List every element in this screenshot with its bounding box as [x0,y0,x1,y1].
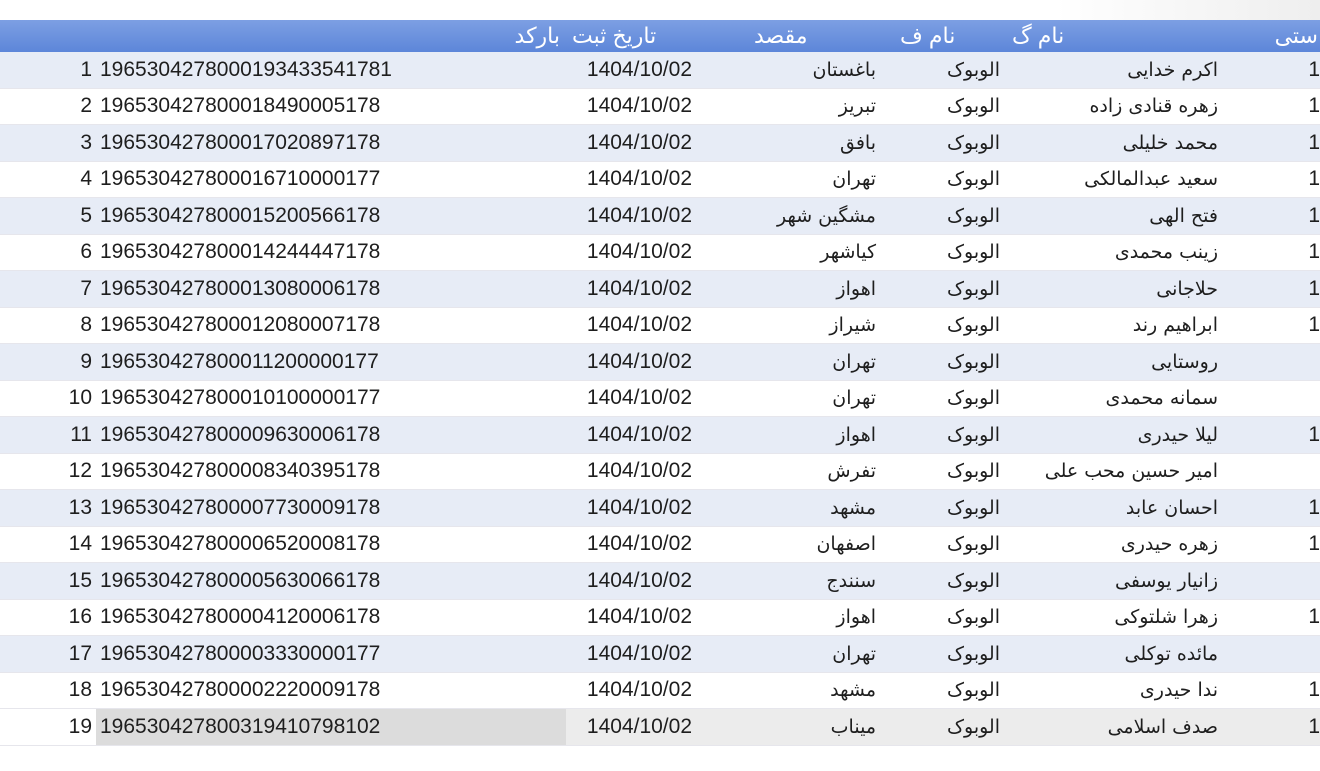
barcode-cell[interactable]: 196530427800319410798102 [96,709,566,746]
destination-cell[interactable]: اصفهان [748,526,894,563]
table-row[interactable] [0,563,1320,600]
name-cell[interactable]: زانیار یوسفی [1006,563,1256,600]
name-cell[interactable]: زهره قنادی زاده [1006,88,1256,125]
table-row[interactable] [0,198,1320,235]
barcode-cell[interactable]: 196530427800016710000177 [96,161,566,198]
header-barcode[interactable]: بارکد [96,20,566,52]
row-number-cell[interactable]: 2 [0,88,96,125]
table-row[interactable] [0,234,1320,271]
name-cell[interactable]: سمانه محمدی [1006,380,1256,417]
table-row[interactable] [0,344,1320,381]
table-row[interactable] [0,307,1320,344]
barcode-cell[interactable]: 196530427800011200000177 [96,344,566,381]
barcode-cell[interactable]: 196530427800015200566178 [96,198,566,235]
barcode-cell[interactable]: 196530427800005630066178 [96,563,566,600]
post-cell[interactable]: 1 [1256,234,1320,271]
destination-cell[interactable]: اهواز [748,271,894,308]
table-row[interactable] [0,271,1320,308]
row-number-cell[interactable]: 11 [0,417,96,454]
date-cell[interactable]: 1404/10/02 [566,125,748,162]
row-number-cell[interactable]: 13 [0,490,96,527]
family-cell[interactable]: الوبوک [894,417,1006,454]
date-cell[interactable]: 1404/10/02 [566,234,748,271]
row-number-cell[interactable]: 1 [0,52,96,88]
barcode-cell[interactable]: 196530427800010100000177 [96,380,566,417]
destination-cell[interactable]: سنندج [748,563,894,600]
header-post[interactable]: ستی [1256,20,1320,52]
table-body [0,52,1320,745]
barcode-cell[interactable]: 196530427800002220009178 [96,672,566,709]
post-cell[interactable]: 1 [1256,709,1320,746]
family-cell[interactable]: الوبوک [894,599,1006,636]
row-number-cell[interactable]: 9 [0,344,96,381]
post-cell[interactable] [1256,563,1320,600]
date-cell[interactable]: 1404/10/02 [566,198,748,235]
family-cell[interactable]: الوبوک [894,672,1006,709]
family-cell[interactable]: الوبوک [894,563,1006,600]
family-cell[interactable]: الوبوک [894,526,1006,563]
name-cell[interactable]: زهره حیدری [1006,526,1256,563]
destination-cell[interactable]: تبریز [748,88,894,125]
date-cell[interactable]: 1404/10/02 [566,672,748,709]
barcode-cell[interactable]: 196530427800008340395178 [96,453,566,490]
date-cell[interactable]: 1404/10/02 [566,52,748,88]
header-row [0,20,1320,52]
family-cell[interactable]: الوبوک [894,161,1006,198]
header-destination[interactable]: مقصد [748,20,894,52]
date-cell[interactable]: 1404/10/02 [566,490,748,527]
destination-cell[interactable]: اهواز [748,417,894,454]
barcode-cell[interactable]: 196530427800018490005178 [96,88,566,125]
row-number-cell[interactable]: 7 [0,271,96,308]
row-number-cell[interactable]: 18 [0,672,96,709]
table-row[interactable] [0,636,1320,673]
post-cell[interactable]: 1 [1256,52,1320,88]
post-cell[interactable] [1256,344,1320,381]
top-margin [0,0,1320,20]
row-number-cell[interactable]: 4 [0,161,96,198]
name-cell[interactable]: حلاجانی [1006,271,1256,308]
date-cell[interactable]: 1404/10/02 [566,88,748,125]
name-cell[interactable]: اکرم خدایی [1006,52,1256,88]
name-cell[interactable]: فتح الهی [1006,198,1256,235]
row-number-cell[interactable]: 15 [0,563,96,600]
name-cell[interactable]: زینب محمدی [1006,234,1256,271]
barcode-cell[interactable]: 196530427800012080007178 [96,307,566,344]
barcode-cell[interactable]: 1965304278000193433541781 [96,52,566,88]
name-cell[interactable]: احسان عابد [1006,490,1256,527]
name-cell[interactable]: زهرا شلتوکی [1006,599,1256,636]
barcode-cell[interactable]: 196530427800003330000177 [96,636,566,673]
family-cell[interactable]: الوبوک [894,709,1006,746]
table-row[interactable] [0,125,1320,162]
name-cell[interactable]: صدف اسلامی [1006,709,1256,746]
post-cell[interactable]: 1 [1256,599,1320,636]
row-number-cell[interactable]: 5 [0,198,96,235]
date-cell[interactable]: 1404/10/02 [566,563,748,600]
table-row[interactable] [0,417,1320,454]
barcode-cell[interactable]: 196530427800004120006178 [96,599,566,636]
name-cell[interactable]: روستایی [1006,344,1256,381]
name-cell[interactable]: محمد خلیلی [1006,125,1256,162]
destination-cell[interactable]: باغستان [748,52,894,88]
table-row[interactable] [0,490,1320,527]
name-cell[interactable]: لیلا حیدری [1006,417,1256,454]
table-row[interactable] [0,709,1320,746]
destination-cell[interactable]: اهواز [748,599,894,636]
name-cell[interactable]: ابراهیم رند [1006,307,1256,344]
date-cell[interactable]: 1404/10/02 [566,271,748,308]
header-name[interactable]: نام گ [1006,20,1256,52]
post-cell[interactable]: 1 [1256,417,1320,454]
destination-cell[interactable]: شیراز [748,307,894,344]
family-cell[interactable]: الوبوک [894,344,1006,381]
shipment-table [0,20,1320,746]
family-cell[interactable]: الوبوک [894,490,1006,527]
destination-cell[interactable]: مشهد [748,672,894,709]
family-cell[interactable]: الوبوک [894,307,1006,344]
date-cell[interactable]: 1404/10/02 [566,526,748,563]
row-number-cell[interactable]: 16 [0,599,96,636]
row-number-cell[interactable]: 10 [0,380,96,417]
date-cell[interactable]: 1404/10/02 [566,636,748,673]
destination-cell[interactable]: بافق [748,125,894,162]
name-cell[interactable]: مائده توکلی [1006,636,1256,673]
post-cell[interactable]: 1 [1256,161,1320,198]
date-cell[interactable]: 1404/10/02 [566,599,748,636]
post-cell[interactable]: 1 [1256,307,1320,344]
barcode-cell[interactable]: 196530427800009630006178 [96,417,566,454]
table-row[interactable] [0,599,1320,636]
family-cell[interactable]: الوبوک [894,271,1006,308]
destination-cell[interactable]: مشهد [748,490,894,527]
destination-cell[interactable]: تفرش [748,453,894,490]
destination-cell[interactable]: تهران [748,161,894,198]
barcode-cell[interactable]: 196530427800006520008178 [96,526,566,563]
date-cell[interactable]: 1404/10/02 [566,344,748,381]
destination-cell[interactable]: تهران [748,380,894,417]
table-row[interactable] [0,453,1320,490]
date-cell[interactable]: 1404/10/02 [566,709,748,746]
post-cell[interactable]: 1 [1256,672,1320,709]
date-cell[interactable]: 1404/10/02 [566,417,748,454]
name-cell[interactable]: امیر حسین محب علی [1006,453,1256,490]
family-cell[interactable]: الوبوک [894,380,1006,417]
family-cell[interactable]: الوبوک [894,125,1006,162]
post-cell[interactable]: 1 [1256,125,1320,162]
name-cell[interactable]: سعید عبدالمالکی [1006,161,1256,198]
row-number-cell[interactable]: 6 [0,234,96,271]
barcode-cell[interactable]: 196530427800013080006178 [96,271,566,308]
date-cell[interactable]: 1404/10/02 [566,453,748,490]
table-row[interactable] [0,380,1320,417]
header-row-number[interactable] [0,20,96,52]
table-row[interactable] [0,52,1320,88]
date-cell[interactable]: 1404/10/02 [566,307,748,344]
destination-cell[interactable]: مشگین شهر [748,198,894,235]
destination-cell[interactable]: میناب [748,709,894,746]
table-row[interactable] [0,526,1320,563]
post-cell[interactable]: 1 [1256,88,1320,125]
post-cell[interactable] [1256,380,1320,417]
post-cell[interactable]: 1 [1256,490,1320,527]
post-cell[interactable] [1256,636,1320,673]
row-number-cell[interactable]: 8 [0,307,96,344]
post-cell[interactable] [1256,453,1320,490]
family-cell[interactable]: الوبوک [894,198,1006,235]
destination-cell[interactable]: تهران [748,636,894,673]
row-number-cell[interactable]: 17 [0,636,96,673]
family-cell[interactable]: الوبوک [894,234,1006,271]
family-cell[interactable]: الوبوک [894,453,1006,490]
row-number-cell[interactable]: 14 [0,526,96,563]
header-family[interactable]: نام ف [894,20,1006,52]
date-cell[interactable]: 1404/10/02 [566,380,748,417]
family-cell[interactable]: الوبوک [894,52,1006,88]
row-number-cell[interactable]: 12 [0,453,96,490]
table-row[interactable] [0,672,1320,709]
destination-cell[interactable]: کیاشهر [748,234,894,271]
row-number-cell[interactable]: 19 [0,709,96,746]
barcode-cell[interactable]: 196530427800017020897178 [96,125,566,162]
post-cell[interactable]: 1 [1256,271,1320,308]
row-number-cell[interactable]: 3 [0,125,96,162]
table-row[interactable] [0,88,1320,125]
family-cell[interactable]: الوبوک [894,88,1006,125]
table-row[interactable] [0,161,1320,198]
post-cell[interactable]: 1 [1256,526,1320,563]
header-date[interactable]: تاریخ ثبت [566,20,748,52]
date-cell[interactable]: 1404/10/02 [566,161,748,198]
destination-cell[interactable]: تهران [748,344,894,381]
name-cell[interactable]: ندا حیدری [1006,672,1256,709]
barcode-cell[interactable]: 196530427800007730009178 [96,490,566,527]
barcode-cell[interactable]: 196530427800014244447178 [96,234,566,271]
post-cell[interactable]: 1 [1256,198,1320,235]
family-cell[interactable]: الوبوک [894,636,1006,673]
